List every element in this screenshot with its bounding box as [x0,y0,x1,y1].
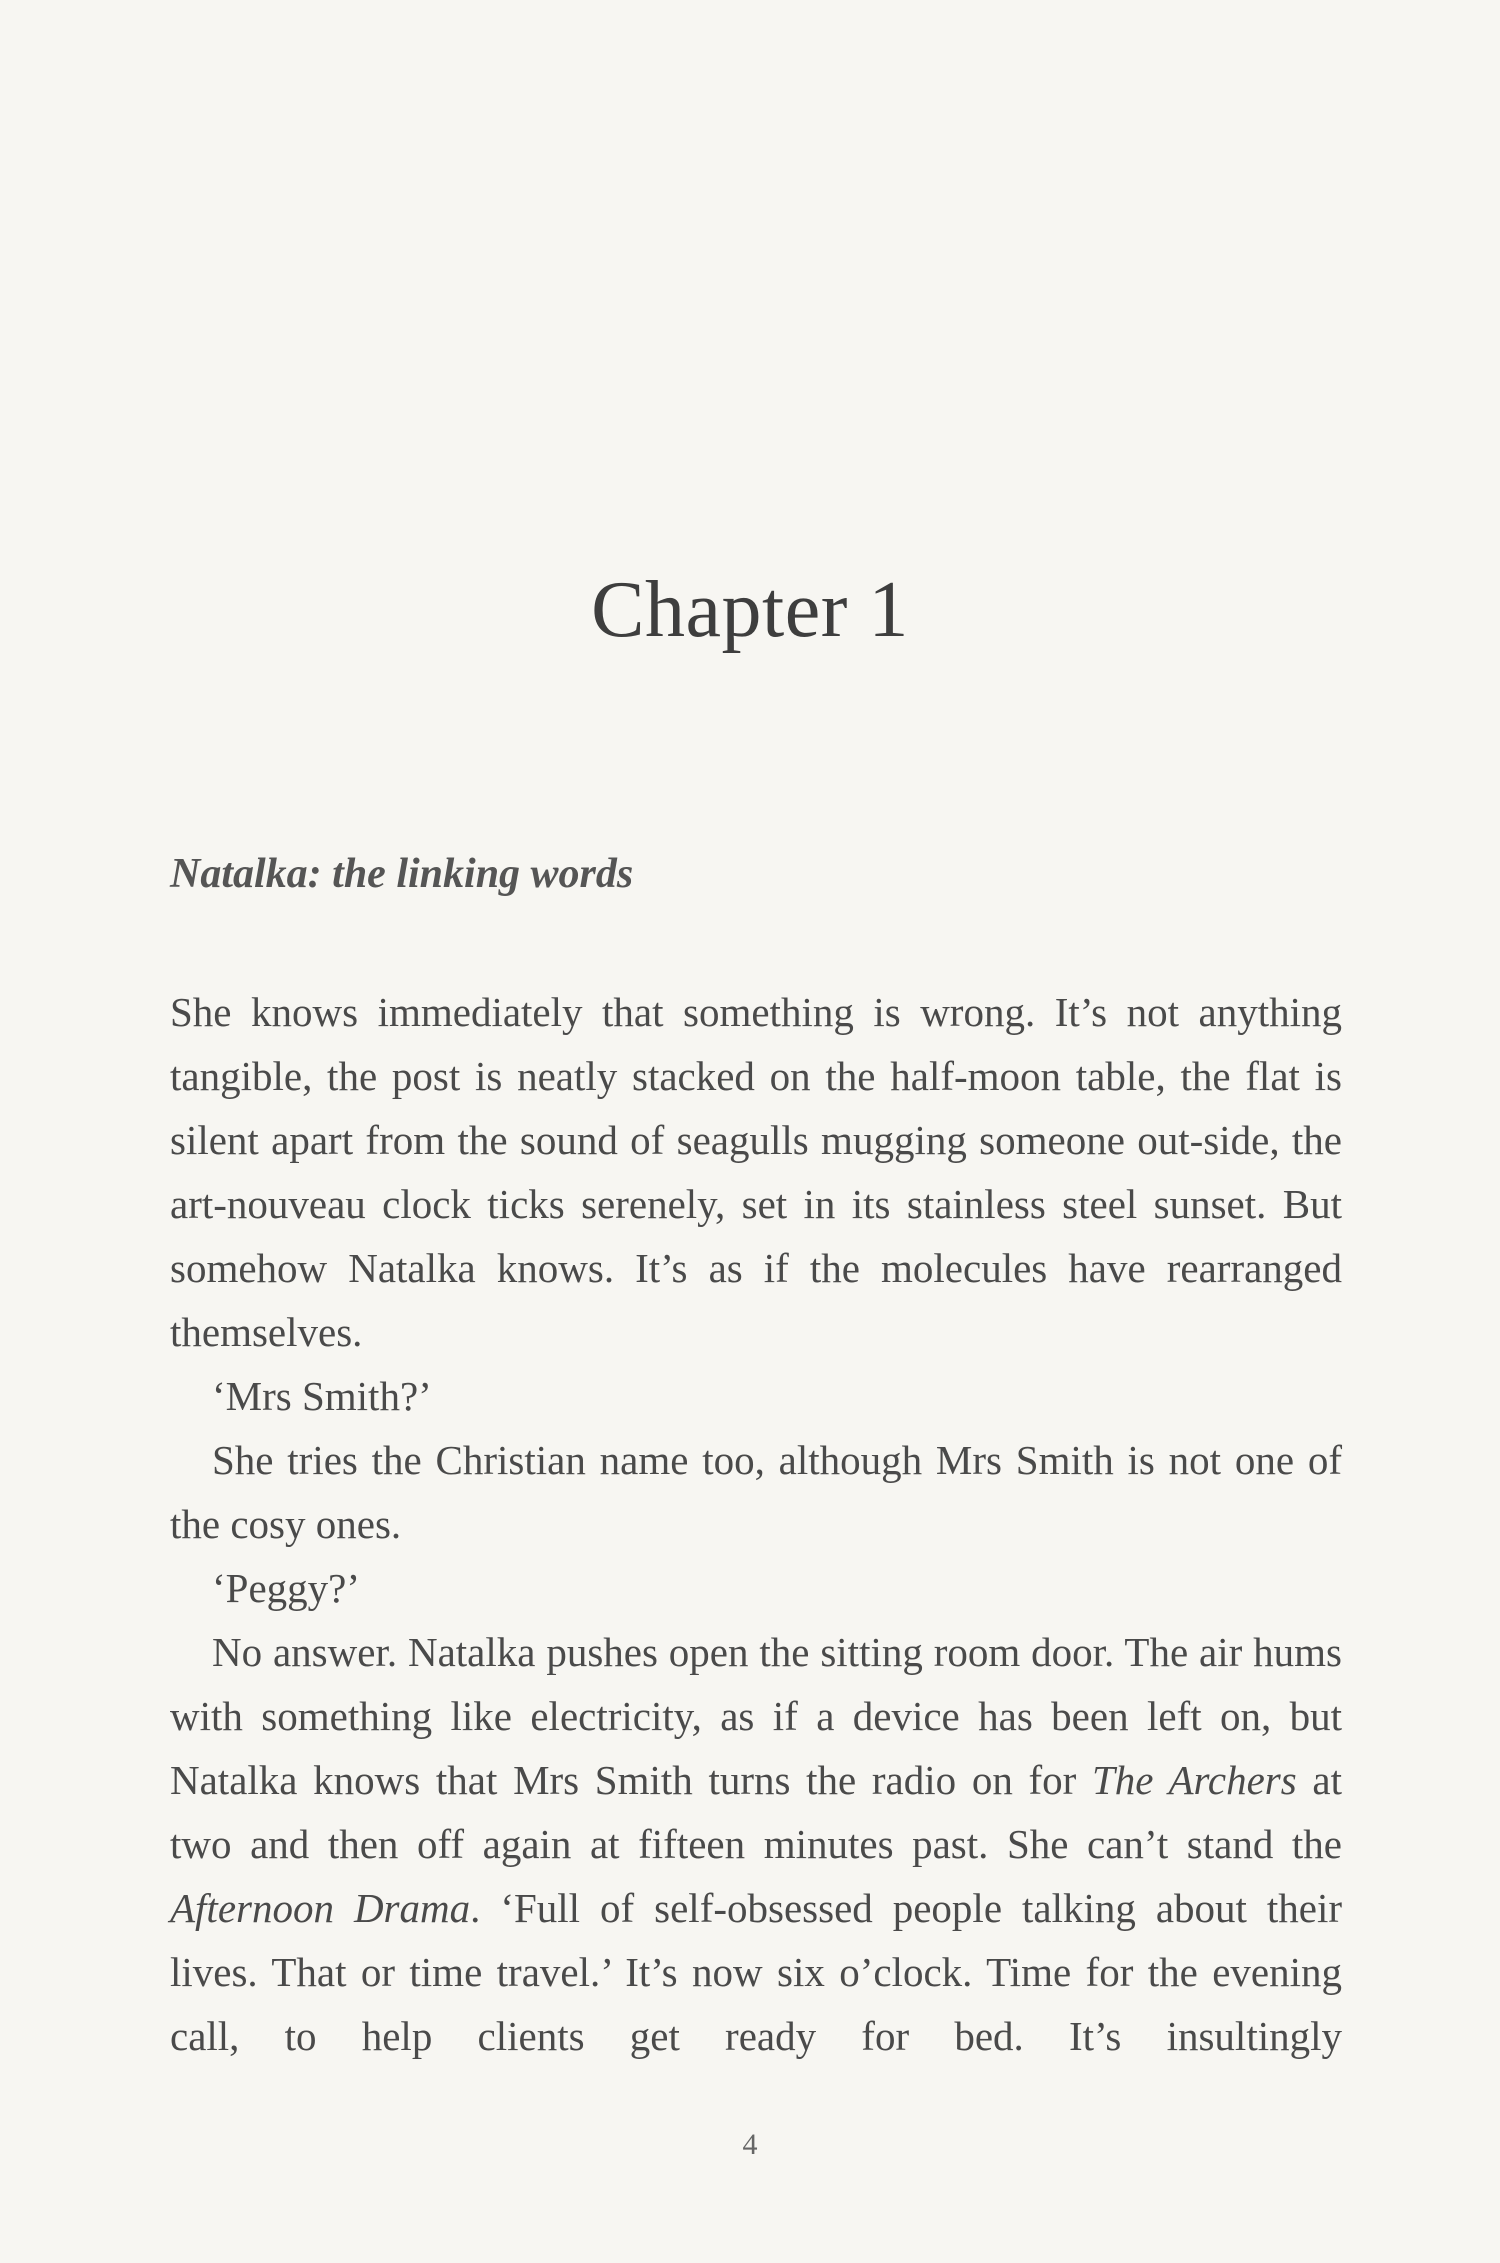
page-number: 4 [742,2128,758,2161]
paragraph-5-italic-1: The Archers [1092,1757,1297,1803]
paragraph-3: She tries the Christian name too, although Mrs Smith is not one of the cosy ones. [170,1437,1342,1547]
paragraph-5-text-1: No answer. Natalka pushes open the sitting room door. The air hums with something like electricity, as if a device has been left on, but Natalka knows that Mrs Smith turns the radio on for [170,1629,1342,1803]
paragraph-5-text-2: at two and then off again at fifteen minutes past. She can’t stand the [170,1757,1343,1867]
section-heading: Natalka: the linking words [170,851,634,897]
paragraph-1: She knows immediately that something is wrong. It’s not anything tangible, the post is neatly stacked on the half-moon table, the flat is silent apart from the sound of seagulls mugging someone out-side, the art-nouveau clock ticks serenely, set in its stainless steel sunset. But somehow Natalka knows. It’s as if the molecules have rearranged themselves. [170,989,1342,1355]
paragraph-5-text-3: . ‘Full of self-obsessed people talking about their lives. That or time travel.’ It’s now six o’clock. Time for the evening call, to help clients get ready for bed. It’s insultingly [170,1885,1342,2059]
paragraph-5-italic-2: Afternoon Drama [170,1885,471,1931]
paragraph-2: ‘Mrs Smith?’ [212,1373,432,1419]
chapter-title: Chapter 1 [591,566,909,654]
paragraph-5 [170,1620,1342,2068]
body-text [170,980,1342,2068]
paragraph-4: ‘Peggy?’ [212,1565,361,1611]
